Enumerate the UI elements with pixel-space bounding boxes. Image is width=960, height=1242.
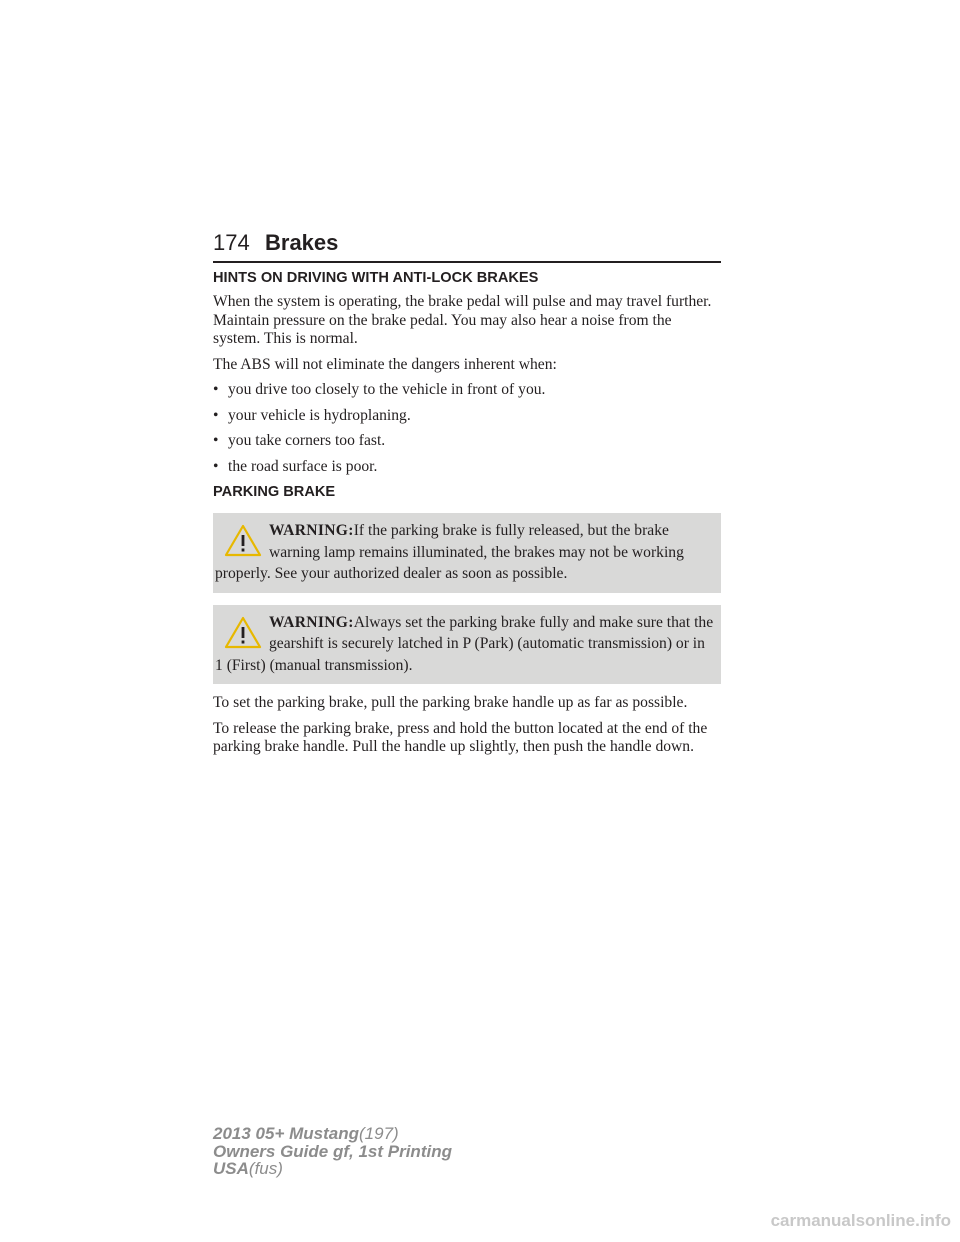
list-item-text: you drive too closely to the vehicle in front of you. xyxy=(228,381,546,398)
parking-brake-heading: PARKING BRAKE xyxy=(213,484,336,500)
warning-text: If the parking brake is fully released, but the brake warning lamp remains illuminated, the brakes may not be working properly. See your authorized dealer as soon as possible. xyxy=(215,522,684,582)
footer-market: USA xyxy=(213,1159,249,1178)
warning-text: Always set the parking brake fully and make sure that the gearshift is securely latched in P (Park) (automatic transmission) or in 1 (First) (manual transmission). xyxy=(215,613,714,674)
release-parking-brake-paragraph: To release the parking brake, press and hold the button located at the end of the parking brake handle. Pull the handle up slightly, then push the handle down. xyxy=(213,719,708,755)
set-parking-brake-paragraph: To set the parking brake, pull the parking brake handle up as far as possible. xyxy=(213,694,688,711)
warning-box xyxy=(213,513,721,593)
abs-dangers-list xyxy=(213,381,721,476)
bullet-icon: • xyxy=(213,406,219,424)
list-item xyxy=(213,381,721,400)
page-header xyxy=(213,228,721,263)
footer-line-3 xyxy=(213,1160,452,1178)
footer-market-code: (fus) xyxy=(248,1159,283,1178)
warning-box xyxy=(213,605,721,685)
chapter-title: Brakes xyxy=(265,230,339,255)
list-item xyxy=(213,432,721,451)
list-item-text: you take corners too fast. xyxy=(228,432,386,449)
bullet-icon: • xyxy=(213,432,219,449)
print-footer xyxy=(213,1125,452,1178)
footer-model: 2013 05+ Mustang xyxy=(213,1124,359,1143)
warning-triangle-icon xyxy=(223,522,263,558)
list-item-text: your vehicle is hydroplaning. xyxy=(228,406,411,424)
warning-label: WARNING: xyxy=(269,522,354,539)
footer-printing: Owners Guide gf, 1st Printing xyxy=(213,1141,452,1161)
bullet-icon: • xyxy=(213,381,219,398)
warning-triangle-icon xyxy=(223,614,263,650)
page-number: 174 xyxy=(213,230,250,255)
abs-dangers-intro: The ABS will not eliminate the dangers inherent when: xyxy=(213,355,557,373)
footer-line-2 xyxy=(213,1143,452,1161)
list-item xyxy=(213,458,721,477)
abs-hints-heading: HINTS ON DRIVING WITH ANTI-LOCK BRAKES xyxy=(213,270,539,286)
watermark: carmanualsonline.info xyxy=(770,1211,951,1230)
warning-label: WARNING: xyxy=(269,613,354,631)
bullet-icon: • xyxy=(213,457,219,475)
page-content xyxy=(213,264,721,764)
list-item xyxy=(213,407,721,426)
footer-page-ref: (197) xyxy=(359,1124,399,1143)
footer-line-1 xyxy=(213,1125,452,1143)
list-item-text: the road surface is poor. xyxy=(228,457,378,475)
abs-hints-paragraph: When the system is operating, the brake pedal will pulse and may travel further. Maintain pressure on the brake pedal. You may also hear a noise from the system. This is normal. xyxy=(213,293,712,347)
